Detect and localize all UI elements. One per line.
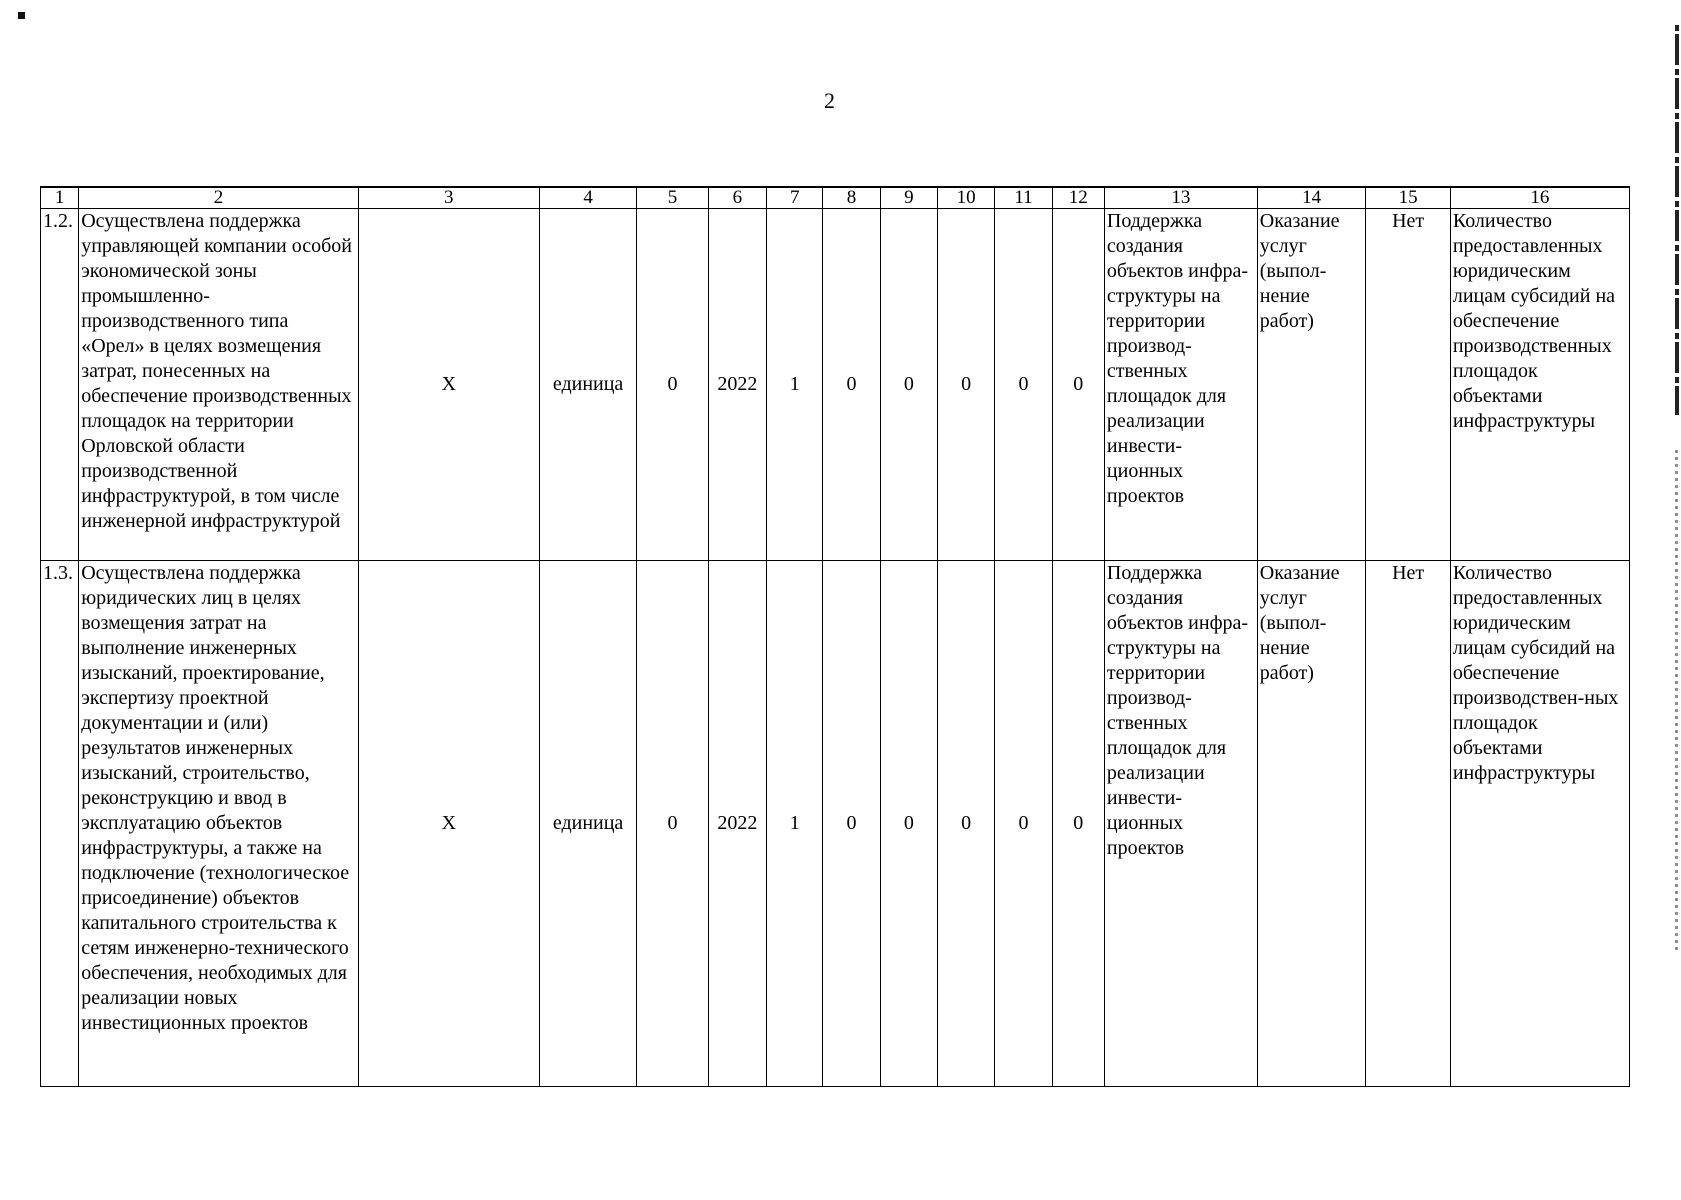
table-row — [41, 209, 1630, 561]
result-description: Осуществлена поддержка юридических лиц в целях возмещения затрат на выполнение инженерных изысканий, проектирование, экспертизу проектной документации и (или) результатов инженерных изысканий, строительство, реконструкцию и ввод в эксплуатацию объектов инфраструктуры, а также на подключение (технологическое присоединение) объектов капитального строительства к сетям инженерно-технического обеспечения, необходимых для реализации новых инвестиционных проектов — [79, 561, 359, 1087]
col-header: 6 — [708, 187, 766, 209]
col-header: 8 — [823, 187, 880, 209]
base-value-cell: 0 — [637, 209, 708, 561]
col-header: 13 — [1104, 187, 1257, 209]
year-cell: 2022 — [708, 209, 766, 561]
task-cell: Поддержка создания объектов инфра-структуры на территории производ-ственных площадок для реализации инвести-ционных проектов — [1104, 209, 1257, 561]
year-cell: 2022 — [708, 561, 766, 1087]
scan-artifact-mark — [18, 12, 25, 19]
flag-cell: Нет — [1366, 561, 1450, 1087]
value-cell: 0 — [938, 209, 995, 561]
col-header: 14 — [1257, 187, 1366, 209]
col-header: 4 — [539, 187, 637, 209]
unit-cell: единица — [539, 209, 637, 561]
value-cell: 0 — [995, 209, 1052, 561]
result-type-cell: Оказание услуг (выпол-нение работ) — [1257, 561, 1366, 1087]
results-table — [40, 186, 1630, 1087]
col-header: 12 — [1052, 187, 1104, 209]
col-header: 5 — [637, 187, 708, 209]
col-header: 1 — [41, 187, 79, 209]
col-header: 11 — [995, 187, 1052, 209]
table-row — [41, 561, 1630, 1087]
col-header: 3 — [358, 187, 539, 209]
value-cell: 0 — [1052, 209, 1104, 561]
value-cell: 0 — [823, 209, 880, 561]
col-header: 2 — [79, 187, 359, 209]
value-cell: 0 — [1052, 561, 1104, 1087]
value-cell: 0 — [823, 561, 880, 1087]
col-header: 15 — [1366, 187, 1450, 209]
indicator-cell: Количество предоставленных юридическим лицам субсидий на обеспечение производствен-ных площадок объектами инфраструктуры — [1450, 561, 1629, 1087]
scan-edge-artifact — [1675, 450, 1678, 950]
row-number: 1.3. — [41, 561, 79, 1087]
task-cell: Поддержка создания объектов инфра-структуры на территории производ-ственных площадок для реализации инвести-ционных проектов — [1104, 561, 1257, 1087]
value-cell: 1 — [767, 209, 823, 561]
value-cell: 0 — [880, 561, 937, 1087]
cell-col3: Х — [358, 561, 539, 1087]
row-number: 1.2. — [41, 209, 79, 561]
flag-cell: Нет — [1366, 209, 1450, 561]
result-type-cell: Оказание услуг (выпол-нение работ) — [1257, 209, 1366, 561]
col-header: 9 — [880, 187, 937, 209]
cell-col3: Х — [358, 209, 539, 561]
value-cell: 0 — [938, 561, 995, 1087]
col-header: 10 — [938, 187, 995, 209]
col-header: 7 — [767, 187, 823, 209]
col-header: 16 — [1450, 187, 1629, 209]
value-cell: 1 — [767, 561, 823, 1087]
value-cell: 0 — [880, 209, 937, 561]
header-row — [41, 187, 1630, 209]
scan-edge-artifact — [1675, 25, 1679, 415]
base-value-cell: 0 — [637, 561, 708, 1087]
value-cell: 0 — [995, 561, 1052, 1087]
page-number: 2 — [824, 88, 835, 113]
indicator-cell: Количество предоставленных юридическим лицам субсидий на обеспечение производственных площадок объектами инфраструктуры — [1450, 209, 1629, 561]
result-description: Осуществлена поддержка управляющей компании особой экономической зоны промышленно-производственного типа «Орел» в целях возмещения затрат, понесенных на обеспечение производственных площадок на территории Орловской области производственной инфраструктурой, в том числе инженерной инфраструктурой — [79, 209, 359, 561]
unit-cell: единица — [539, 561, 637, 1087]
